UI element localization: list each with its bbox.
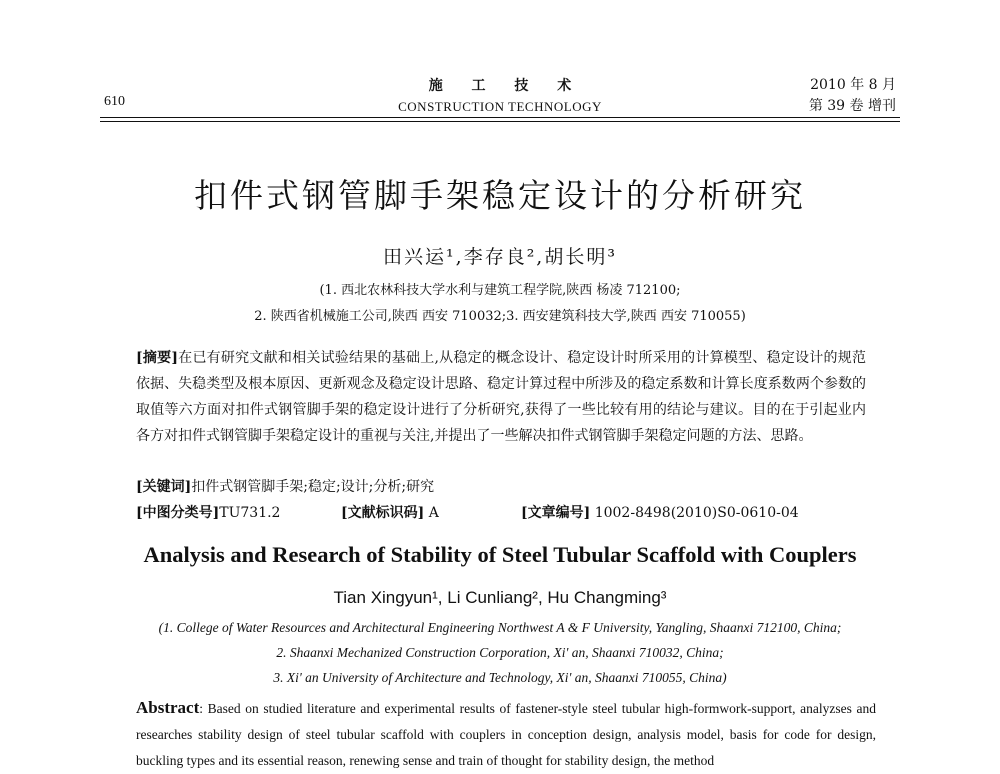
issue-date: 2010 年 8 月 — [810, 77, 896, 93]
abstract-cn-label: [摘要] — [136, 350, 178, 366]
keywords-cn-label: [关键词] — [136, 479, 192, 495]
abstract-en-text: : Based on studied literature and experimental results of fastener-style steel tubular high-formwork-support, analyzses and researches stability design of steel tubular scaffold with couplers in conception design, analysis model, basis for code for design, buckling types and its essential reason, renewing sense and train of thought for stability design, the method — [136, 701, 876, 768]
document-code — [341, 502, 521, 522]
classification-row — [136, 502, 876, 522]
affiliation-en-2: 2. Shaanxi Mechanized Construction Corporation, Xi' an, Shaanxi 710032, China; — [276, 645, 724, 660]
header-rule-thick — [100, 117, 900, 118]
affiliation-cn-1: (1. 西北农林科技大学水利与建筑工程学院,陕西 杨凌 712100; — [319, 283, 681, 298]
title-cn: 扣件式钢管脚手架稳定设计的分析研究 — [194, 176, 806, 215]
doc-code-value: A — [428, 505, 439, 521]
issue-volume: 第 39 卷 增刊 — [808, 98, 896, 114]
keywords-cn-text: 扣件式钢管脚手架;稳定;设计;分析;研究 — [191, 479, 435, 495]
abstract-en — [136, 695, 876, 774]
clc-number — [136, 502, 341, 522]
abstract-cn — [136, 345, 866, 449]
journal-name-en: CONSTRUCTION TECHNOLOGY — [398, 99, 602, 114]
keywords-cn — [136, 476, 434, 496]
affiliation-en-1: (1. College of Water Resources and Architectural Engineering Northwest A & F University, Yangling, Shaanxi 712100, China; — [158, 620, 842, 635]
article-number — [521, 502, 799, 522]
affiliation-en-3: 3. Xi' an University of Architecture and Technology, Xi' an, Shaanxi 710055, China) — [273, 670, 727, 685]
page-number: 610 — [104, 94, 125, 109]
authors-cn: 田兴运¹,李存良²,胡长明³ — [383, 246, 617, 268]
abstract-en-label: Abstract — [136, 698, 200, 717]
clc-value: TU731.2 — [219, 505, 281, 521]
authors-en: Tian Xingyun¹, Li Cunliang², Hu Changming³ — [333, 588, 667, 607]
doc-code-label: [文献标识码] — [341, 505, 425, 521]
journal-name-cn: 施 工 技 术 — [428, 78, 584, 94]
article-no-label: [文章编号] — [521, 505, 591, 521]
header-rule-thin — [100, 121, 900, 122]
clc-label: [中图分类号] — [136, 505, 220, 521]
affiliation-cn-2: 2. 陕西省机械施工公司,陕西 西安 710032;3. 西安建筑科技大学,陕西 西安 710055) — [254, 309, 746, 324]
issue-info — [809, 75, 896, 117]
article-no-value: 1002-8498(2010)S0-0610-04 — [594, 505, 799, 521]
abstract-cn-text: 在已有研究文献和相关试验结果的基础上,从稳定的概念设计、稳定设计时所采用的计算模型、稳定设计的规范依据、失稳类型及根本原因、更新观念及稳定设计思路、稳定计算过程中所涉及的稳定系数和计算长度系数两个参数的取值等六方面对扣件式钢管脚手架的稳定设计进行了分析研究,获得了一些比较有用的结论与建议。目的在于引起业内各方对扣件式钢管脚手架稳定设计的重视与关注,并提出了一些解决扣件式钢管脚手架稳定问题的方法、思路。 — [136, 350, 867, 444]
title-en: Analysis and Research of Stability of Steel Tubular Scaffold with Couplers — [143, 542, 857, 567]
